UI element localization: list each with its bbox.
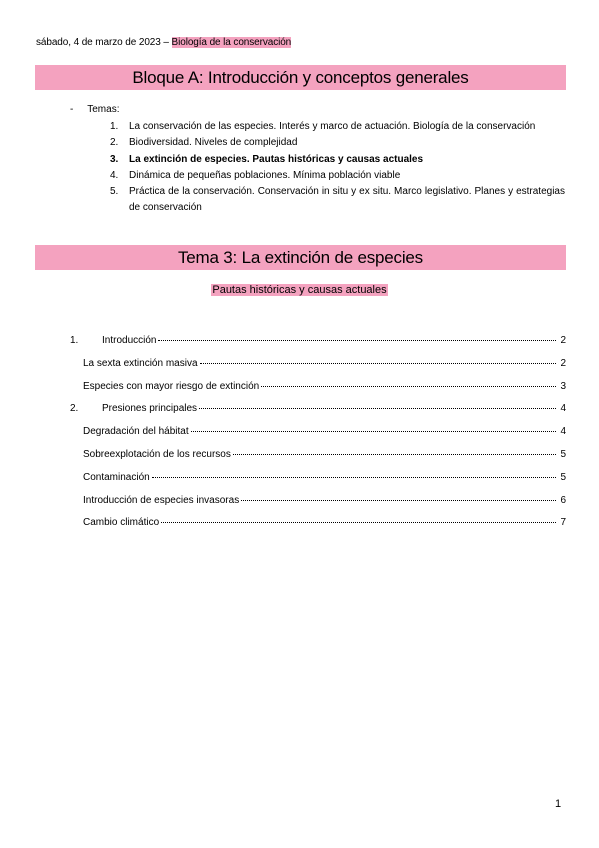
toc-leader — [241, 500, 556, 501]
toc-entry[interactable] — [70, 449, 566, 472]
toc-number: 1. — [70, 335, 79, 346]
toc-leader — [191, 431, 556, 432]
temas-label-text: Temas: — [87, 104, 120, 115]
temas-list — [110, 119, 565, 217]
toc-entry[interactable] — [70, 381, 566, 404]
toc-page: 7 — [560, 517, 566, 529]
toc-title: Introducción — [102, 335, 157, 346]
tema-subtitle-text: Pautas históricas y causas actuales — [212, 284, 387, 296]
tema-number: 4. — [110, 169, 119, 181]
tema-item — [110, 119, 565, 135]
toc-leader — [158, 340, 556, 341]
toc-title: Cambio climático — [83, 517, 160, 529]
toc-leader — [199, 408, 556, 409]
tema-text: Dinámica de pequeñas poblaciones. Mínima población viable — [129, 169, 401, 181]
toc-leader — [152, 477, 556, 478]
toc-number: 2. — [70, 403, 79, 415]
toc-leader — [233, 454, 556, 455]
toc-title: Introducción de especies invasoras — [83, 494, 240, 506]
tema-item-current — [110, 152, 565, 168]
tema-text: La conservación de las especies. Interés y marco de actuación. Biología de la conservación — [129, 121, 536, 132]
tema-item — [110, 135, 565, 151]
tema-text: Biodiversidad. Niveles de complejidad — [129, 137, 298, 149]
tema-number: 1. — [110, 121, 119, 132]
toc-page: 4 — [560, 426, 566, 438]
toc-entry[interactable] — [70, 517, 566, 540]
toc-page: 5 — [560, 448, 566, 460]
toc-title: Especies con mayor riesgo de extinción — [83, 380, 260, 392]
tema-item — [110, 184, 565, 217]
tema-number: 5. — [110, 186, 119, 198]
tema-number: 3. — [110, 153, 119, 165]
toc-leader — [261, 386, 556, 387]
toc-title: Sobreexplotación de los recursos — [83, 448, 231, 460]
toc-page: 6 — [560, 494, 566, 506]
tema-text: Práctica de la conservación. Conservación in situ y ex situ. Marco legislativo. Planes y estrategias de conservación — [129, 186, 565, 214]
toc-title: La sexta extinción masiva — [83, 357, 198, 369]
toc-page: 3 — [560, 380, 566, 392]
toc-entry[interactable] — [70, 495, 566, 518]
toc-entry[interactable] — [70, 358, 566, 381]
tema-number: 2. — [110, 137, 119, 149]
tema-item — [110, 168, 565, 184]
toc-entry[interactable] — [70, 335, 566, 358]
toc-page: 5 — [560, 471, 566, 483]
block-title: Bloque A: Introducción y conceptos generales — [35, 65, 566, 90]
toc-entry[interactable] — [70, 403, 566, 426]
toc-page: 2 — [560, 357, 566, 369]
header-date: sábado, 4 de marzo de 2023 – — [36, 37, 169, 48]
toc-leader — [161, 522, 556, 523]
table-of-contents — [70, 335, 566, 540]
header-subject: Biología de la conservación — [171, 37, 292, 48]
page-number: 1 — [555, 798, 562, 810]
toc-title: Degradación del hábitat — [83, 426, 189, 438]
toc-entry[interactable] — [70, 472, 566, 495]
toc-leader — [200, 363, 556, 364]
temas-label — [70, 104, 119, 115]
toc-title: Contaminación — [83, 471, 150, 483]
toc-page: 4 — [560, 403, 566, 415]
bullet-dash: - — [70, 104, 88, 115]
tema-title: Tema 3: La extinción de especies — [35, 245, 566, 270]
tema-text: La extinción de especies. Pautas históricas y causas actuales — [129, 153, 424, 165]
toc-page: 2 — [560, 335, 566, 346]
toc-title: Presiones principales — [102, 403, 198, 415]
header-line — [36, 37, 291, 48]
toc-entry[interactable] — [70, 426, 566, 449]
tema-subtitle — [0, 284, 599, 296]
